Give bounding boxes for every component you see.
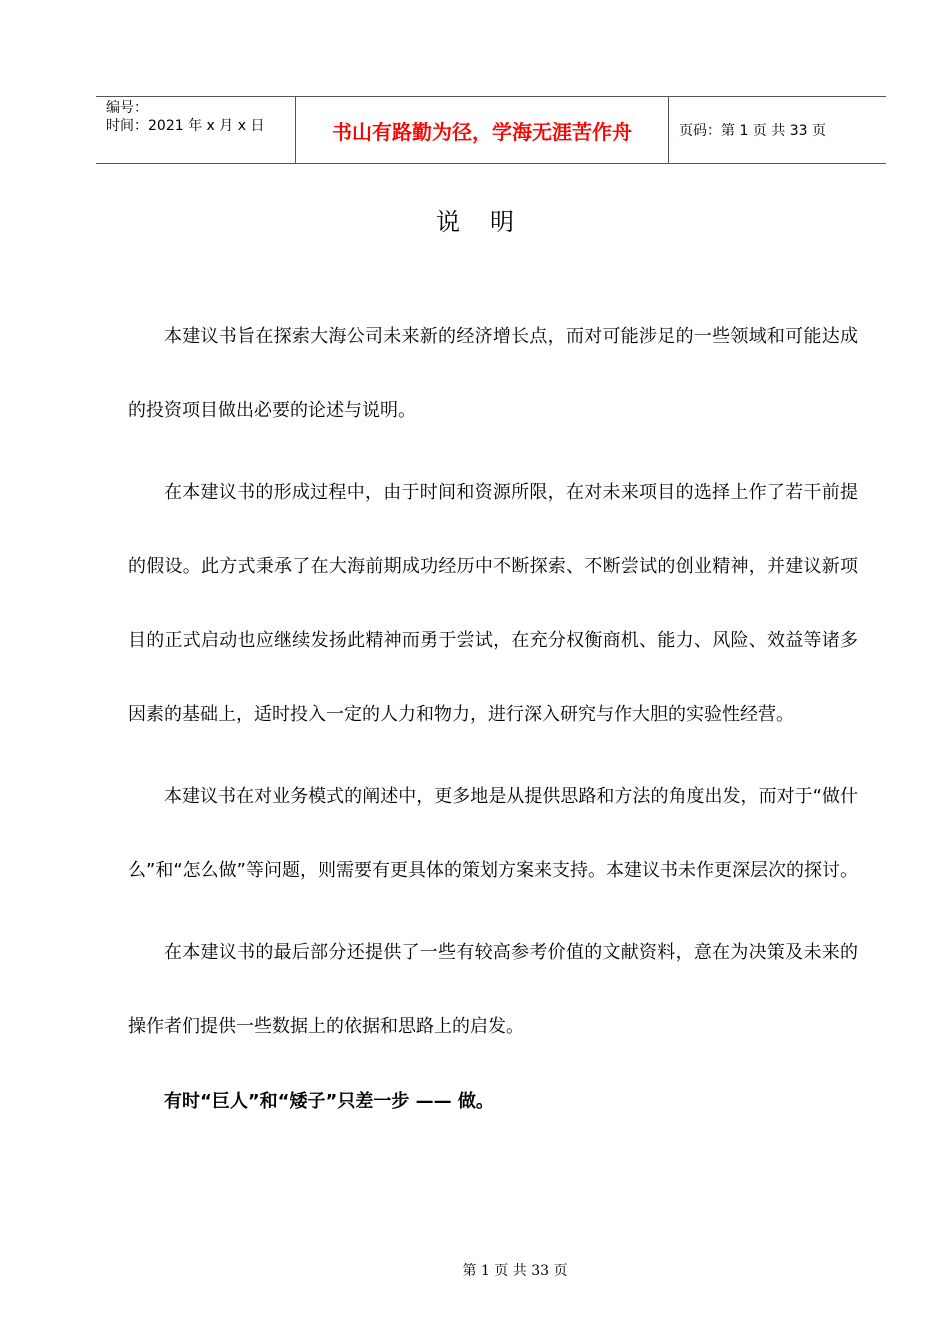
page-header <box>96 96 886 164</box>
paragraph: 本建议书旨在探索大海公司未来新的经济增长点，而对可能涉足的一些领域和可能达成的投资项目做出必要的论述与说明。 <box>128 326 858 421</box>
paragraph: 在本建议书的形成过程中，由于时间和资源所限，在对未来项目的选择上作了若干前提的假设。此方式秉承了在大海前期成功经历中不断探索、不断尝试的创业精神，并建议新项目的正式启动也应继续发扬此精神而勇于尝试，在充分权衡商机、能力、风险、效益等诸多因素的基础上，适时投入一定的人力和物力，进行深入研究与作大胆的实验性经营。 <box>128 482 858 725</box>
time-label: 时间：2021 年 x 月 x 日 <box>106 118 265 134</box>
header-page-info: 页码：第 1 页 共 33 页 <box>679 123 826 139</box>
number-label: 编号： <box>106 100 148 116</box>
page-footer: 第 1 页 共 33 页 <box>462 1263 568 1279</box>
header-motto: 书山有路勤为径，学海无涯苦作舟 <box>296 97 669 163</box>
paragraph: 在本建议书的最后部分还提供了一些有较高参考价值的文献资料，意在为决策及未来的操作者们提供一些数据上的依据和思路上的启发。 <box>128 942 858 1037</box>
document-body <box>128 300 858 1132</box>
closing-line: 有时“巨人”和“矮子”只差一步 —— 做。 <box>164 1091 494 1112</box>
paragraph: 本建议书在对业务模式的阐述中，更多地是从提供思路和方法的角度出发，而对于“做什么”和“怎么做”等问题，则需要有更具体的策划方案来支持。本建议书未作更深层次的探讨。 <box>128 786 858 881</box>
header-meta <box>96 97 296 163</box>
document-title: 说明 <box>436 208 544 236</box>
